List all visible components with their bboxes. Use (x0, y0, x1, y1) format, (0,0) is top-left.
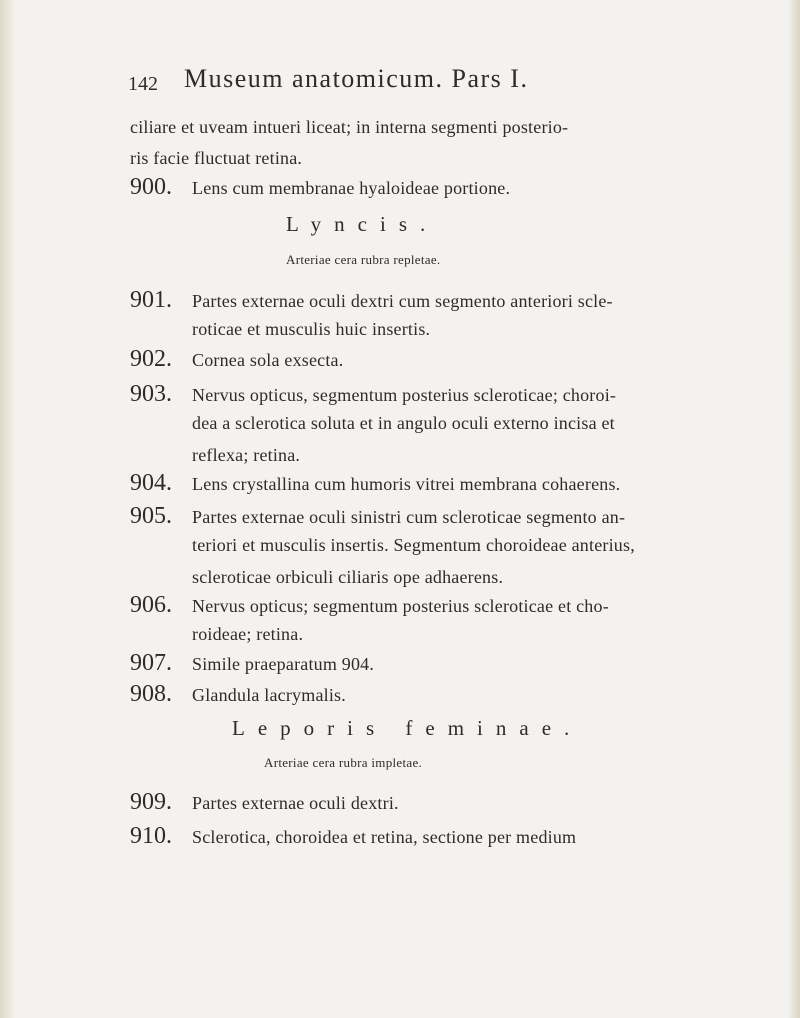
entry-number: 906. (130, 592, 172, 618)
text-line: scleroticae orbiculi ciliaris ope adhaerens. (192, 567, 504, 587)
page-edge-left (0, 0, 16, 1018)
entry-text: Cornea sola exsecta. (192, 350, 344, 370)
running-title: Museum anatomicum. Pars I. (184, 64, 529, 93)
entry-910 (130, 824, 576, 848)
entry-text: Lens cum membranae hyaloideae portione. (192, 178, 511, 198)
text-line: roideae; retina. (192, 624, 304, 644)
entry-901 (130, 288, 613, 312)
text-line: ris facie fluctuat retina. (130, 148, 303, 168)
section-heading: Lyncis. (286, 212, 439, 236)
entry-number: 903. (130, 381, 172, 407)
entry-text: Simile praeparatum 904. (192, 654, 375, 674)
page-edge-right (788, 0, 800, 1018)
text-line: roticae et musculis huic insertis. (192, 319, 431, 339)
page-number: 142 (128, 73, 158, 95)
entry-907 (130, 651, 374, 675)
entry-number: 900. (130, 174, 172, 200)
section-heading: Leporis feminae. (232, 716, 583, 740)
entry-number: 909. (130, 789, 172, 815)
entry-906 (130, 593, 609, 617)
entry-number: 908. (130, 681, 172, 707)
entry-number: 910. (130, 823, 172, 849)
entry-text: Partes externae oculi dextri. (192, 793, 399, 813)
text-line: ciliare et uveam intueri liceat; in interna segmenti posterio- (130, 117, 569, 137)
entry-text: Partes externae oculi sinistri cum scleroticae segmento an- (192, 507, 626, 527)
entry-text: Nervus opticus, segmentum posterius scleroticae; choroi- (192, 385, 617, 405)
entry-905 (130, 504, 625, 528)
entry-text: Nervus opticus; segmentum posterius scleroticae et cho- (192, 596, 609, 616)
entry-number: 907. (130, 650, 172, 676)
entry-number: 901. (130, 287, 172, 313)
entry-text: Sclerotica, choroidea et retina, sectione per medium (192, 827, 577, 847)
entry-909 (130, 790, 399, 814)
text-line: reflexa; retina. (192, 445, 301, 465)
entry-902 (130, 347, 343, 371)
section-subheading: Arteriae cera rubra repletae. (286, 252, 441, 267)
entry-text: Partes externae oculi dextri cum segmento anteriori scle- (192, 291, 613, 311)
entry-number: 905. (130, 503, 172, 529)
entry-904 (130, 471, 620, 495)
section-subheading: Arteriae cera rubra impletae. (264, 755, 423, 770)
entry-900 (130, 175, 510, 199)
entry-text: Glandula lacrymalis. (192, 685, 346, 705)
entry-number: 904. (130, 470, 172, 496)
entry-903 (130, 382, 616, 406)
entry-908 (130, 682, 346, 706)
text-line: teriori et musculis insertis. Segmentum choroideae anterius, (192, 535, 635, 555)
entry-text: Lens crystallina cum humoris vitrei membrana cohaerens. (192, 474, 621, 494)
entry-number: 902. (130, 346, 172, 372)
text-line: dea a sclerotica soluta et in angulo oculi externo incisa et (192, 413, 615, 433)
